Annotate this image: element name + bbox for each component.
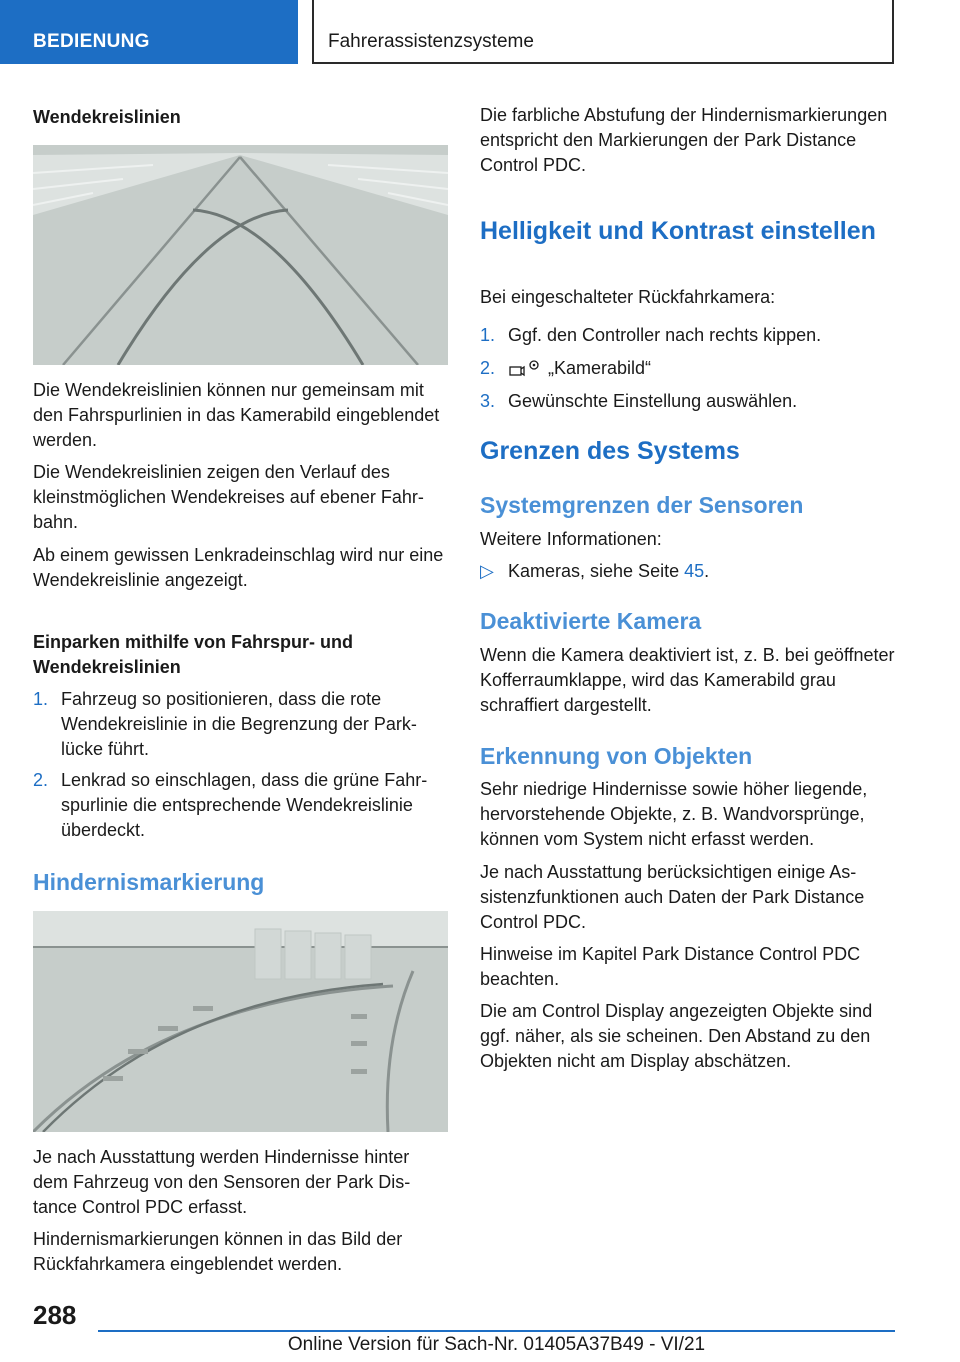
brightness-steps-list <box>480 323 900 414</box>
step-number: 1. <box>33 689 49 709</box>
list-item <box>480 559 900 584</box>
bullet-text: Kameras, siehe Seite <box>508 561 685 581</box>
page-link[interactable]: 45 <box>684 561 705 581</box>
heading-obstacle-markings: Hindernismarkierung <box>33 869 265 895</box>
turning-lines-camera-image <box>33 145 448 365</box>
list-item <box>480 389 900 414</box>
footer-text: Online Version für Sach-Nr. 01405A37B49 - VI/21 <box>287 1334 706 1355</box>
obstacle-markings-camera-image <box>33 911 448 1132</box>
section-tab <box>0 0 298 64</box>
chapter-tab <box>312 0 894 64</box>
paragraph: Bei eingeschalteter Rückfahrkamera: <box>480 287 776 307</box>
paragraph: Je nach Ausstattung berücksichtigen einige Assistenzfunktionen auch Daten der Park Distance Control PDC. <box>480 862 865 932</box>
paragraph: Wenn die Kamera deaktiviert ist, z. B. bei geöffneter Kofferraumklappe, wird das Kamerabild grau schraffiert dargestellt. <box>480 645 895 715</box>
paragraph: Die Wendekreislinien können nur gemeinsam mit den Fahrspurlinien in das Kamerabild eingeblendet werden. <box>33 380 440 450</box>
step-number: 1. <box>480 325 496 345</box>
step-text: Lenkrad so einschlagen, dass die grüne Fahrspurlinie die entsprechende Wendekreislinie überdeckt. <box>61 770 428 840</box>
camera-settings-icon <box>508 358 542 380</box>
page-number: 288 <box>33 1300 77 1330</box>
bullet-end: . <box>704 561 710 581</box>
section-label: BEDIENUNG <box>33 31 150 52</box>
paragraph: Die farbliche Abstufung der Hindernismarkierungen entspricht den Markierungen der Park Distance Control PDC. <box>480 105 888 175</box>
paragraph: Je nach Ausstattung werden Hindernisse hinter dem Fahrzeug von den Sensoren der Park Distance Control PDC erfasst. <box>33 1147 411 1217</box>
list-item <box>33 687 448 762</box>
obstacle-markings-illustration <box>33 911 448 1132</box>
paragraph: Ab einem gewissen Lenkradeinschlag wird nur eine Wendekreislinie angezeigt. <box>33 545 444 590</box>
paragraph: Die Wendekreislinien zeigen den Verlauf des kleinstmöglichen Wendekreises auf ebener Fahrbahn. <box>33 462 424 532</box>
footer-divider <box>98 1330 895 1332</box>
step-text: Ggf. den Controller nach rechts kippen. <box>508 325 822 345</box>
heading-parking: Einparken mithilfe von Fahrspur- und Wendekreislinien <box>33 632 354 677</box>
paragraph: Hinweise im Kapitel Park Distance Control PDC beachten. <box>480 944 861 989</box>
chapter-label: Fahrerassistenzsysteme <box>328 31 534 52</box>
paragraph: Die am Control Display angezeigten Objekte sind ggf. näher, als sie scheinen. Den Abstand zu den Objekten nicht am Display abschätzen. <box>480 1001 873 1071</box>
heading-brightness-contrast: Helligkeit und Kontrast einstellen <box>480 217 876 245</box>
step-text: „Kamerabild“ <box>548 358 652 378</box>
heading-sensor-limits: Systemgrenzen der Sensoren <box>480 492 804 518</box>
heading-deactivated-camera: Deaktivierte Kamera <box>480 608 702 634</box>
paragraph: Weitere Informationen: <box>480 529 662 549</box>
step-number: 3. <box>480 391 496 411</box>
step-number: 2. <box>33 770 49 790</box>
step-number: 2. <box>480 358 496 378</box>
bullet-triangle-icon: ▷ <box>480 561 494 581</box>
paragraph: Hindernismarkierungen können in das Bild der Rückfahrkamera eingeblendet werden. <box>33 1229 403 1274</box>
step-text: Fahrzeug so positionieren, dass die rote Wendekreislinie in die Begrenzung der Parklücke führt. <box>61 689 417 759</box>
info-bullet-list <box>480 559 900 584</box>
heading-turning-lines: Wendekreislinien <box>33 107 181 127</box>
turning-lines-illustration <box>33 145 448 365</box>
list-item <box>480 323 900 348</box>
list-item <box>480 356 900 381</box>
parking-steps-list <box>33 687 448 843</box>
heading-object-detection: Erkennung von Objekten <box>480 743 753 769</box>
paragraph: Sehr niedrige Hindernisse sowie höher liegende, hervorstehende Objekte, z. B. Wandvorsprünge, können vom System nicht erfasst werden. <box>480 779 868 849</box>
step-text: Gewünschte Einstellung auswählen. <box>508 391 798 411</box>
heading-system-limits: Grenzen des Systems <box>480 437 740 465</box>
list-item <box>33 768 448 843</box>
